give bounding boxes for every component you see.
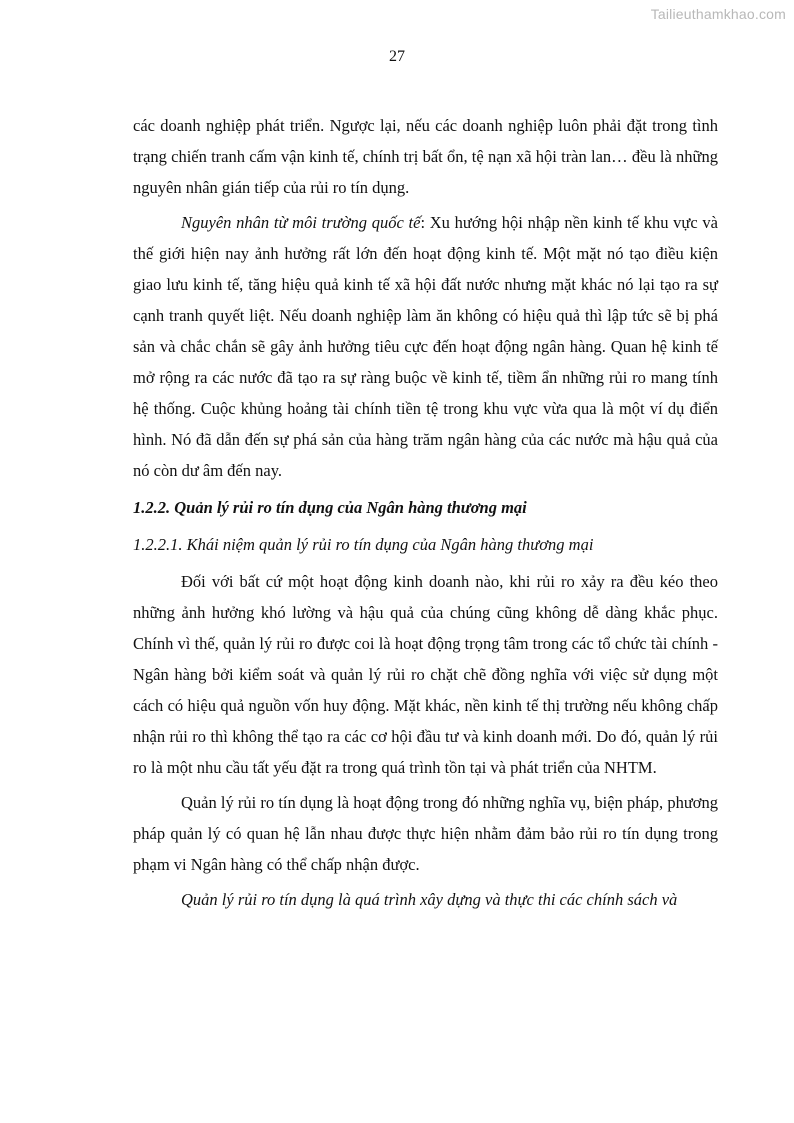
paragraph-continuation: các doanh nghiệp phát triển. Ngược lại, nếu các doanh nghiệp luôn phải đặt trong tình trạng chiến tranh cấm vận kinh tế, chính trị bất ổn, tệ nạn xã hội tràn lan… đều là những nguyên nhân gián tiếp của rủi ro tín dụng. [133, 116, 718, 197]
watermark-text: Tailieuthamkhao.com [650, 6, 786, 22]
paragraph-definition-italic: Quản lý rủi ro tín dụng là quá trình xây dựng và thực thi các chính sách và [181, 890, 678, 909]
paragraph-risk-management-importance: Đối với bất cứ một hoạt động kinh doanh nào, khi rủi ro xảy ra đều kéo theo những ảnh hưởng khó lường và hậu quả của chúng cũng không dễ dàng khắc phục. Chính vì thế, quản lý rủi ro được coi là hoạt động trọng tâm trong các tổ chức tài chính - Ngân hàng bởi kiểm soát và quản lý rủi ro chặt chẽ đồng nghĩa với việc sử dụng một cách có hiệu quả nguồn vốn huy động. Mặt khác, nền kinh tế thị trường nếu không chấp nhận rủi ro thì không thể tạo ra các cơ hội đầu tư và kinh doanh mới. Do đó, quản lý rủi ro là một nhu cầu tất yếu đặt ra trong quá trình tồn tại và phát triển của NHTM. [133, 572, 718, 777]
subsection-heading-1-2-2-1: 1.2.2.1. Khái niệm quản lý rủi ro tín dụng của Ngân hàng thương mại [133, 535, 594, 554]
paragraph-international-causes [133, 207, 718, 486]
paragraph-definition: Quản lý rủi ro tín dụng là hoạt động trong đó những nghĩa vụ, biện pháp, phương pháp quản lý có quan hệ lẫn nhau được thực hiện nhằm đảm bảo rủi ro tín dụng trong phạm vi Ngân hàng có thể chấp nhận được. [133, 793, 718, 874]
document-body [133, 110, 718, 919]
section-heading-1-2-2: 1.2.2. Quản lý rủi ro tín dụng của Ngân hàng thương mại [133, 498, 527, 517]
paragraph-lead-italic: Nguyên nhân từ môi trường quốc tế [181, 213, 421, 232]
paragraph-body-text: : Xu hướng hội nhập nền kinh tế khu vực và thế giới hiện nay ảnh hưởng rất lớn đến hoạt động kinh tế. Một mặt nó tạo điều kiện giao lưu kinh tế, tăng hiệu quả kinh tế xã hội đất nước nhưng mặt khác nó lại tạo ra sự cạnh tranh quyết liệt. Nếu doanh nghiệp làm ăn không có hiệu quả thì lập tức sẽ bị phá sản và chắc chắn sẽ gây ảnh hưởng tiêu cực đến hoạt động ngân hàng. Quan hệ kinh tế mở rộng ra các nước đã tạo ra sự ràng buộc về kinh tế, tiềm ẩn những rủi ro mang tính hệ thống. Cuộc khủng hoảng tài chính tiền tệ trong khu vực vừa qua là một ví dụ điển hình. Nó đã dẫn đến sự phá sản của hàng trăm ngân hàng của các nước mà hậu quả của nó còn dư âm đến nay. [133, 213, 719, 480]
page-number: 27 [389, 48, 405, 65]
